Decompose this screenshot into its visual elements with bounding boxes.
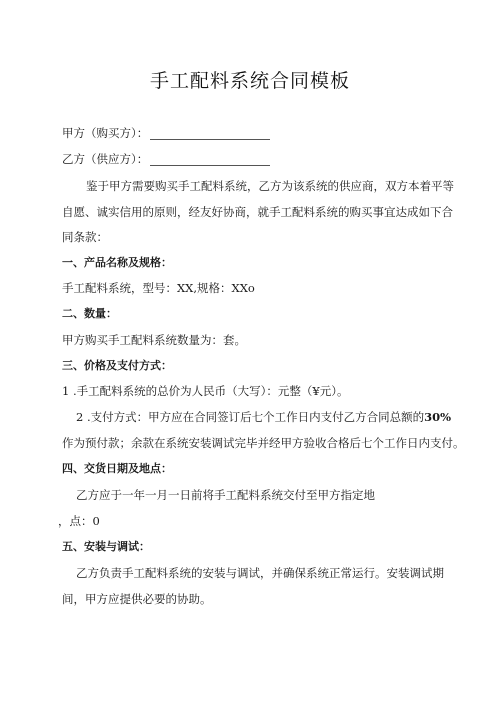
party-a-row	[62, 126, 270, 140]
section-text: 1 .手工配料系统的总价为人民币（大写）：元整（¥元）。	[62, 384, 349, 398]
section-text: ，点：0	[58, 514, 100, 528]
party-a-blank[interactable]	[150, 127, 270, 140]
document-title: 手工配料系统合同模板	[149, 70, 350, 92]
section-heading: 一、产品名称及规格：	[62, 256, 172, 269]
section-text: 乙方应于一年一月一日前将手工配料系统交付至甲方指定地	[76, 488, 375, 502]
section-heading: 五、安装与调试：	[62, 540, 150, 553]
prepayment-percent: 30%	[424, 410, 452, 424]
party-a-label: 甲方（购买方）：	[62, 126, 149, 140]
party-b-label: 乙方（供应方）：	[62, 152, 149, 166]
section-heading: 三、价格及支付方式：	[62, 359, 172, 372]
section-text: 作为预付款；余款在系统安装调试完毕并经甲方验收合格后七个工作日内支付。	[62, 436, 465, 450]
section-text: 乙方负责手工配料系统的安装与调试，并确保系统正常运行。安装调试期	[76, 566, 444, 580]
intro-line: 鉴于甲方需要购买手工配料系统，乙方为该系统的供应商，双方本着平等	[86, 179, 454, 193]
party-b-blank[interactable]	[150, 153, 270, 166]
section-text: 手工配料系统，型号：XX,规格：XXo	[62, 281, 255, 295]
intro-line: 同条款：	[62, 230, 108, 244]
intro-line: 自愿、诚实信用的原则，经友好协商，就手工配料系统的购买事宜达成如下合	[62, 205, 453, 219]
section-text: 间，甲方应提供必要的协助。	[62, 592, 212, 606]
section-heading: 二、数量：	[62, 307, 117, 320]
section-heading: 四、交货日期及地点：	[62, 462, 172, 475]
payment-terms-text: 2 .支付方式：甲方应在合同签订后七个工作日内支付乙方合同总额的	[76, 410, 425, 424]
section-text: 甲方购买手工配料系统数量为：套。	[62, 333, 246, 347]
section-text	[76, 410, 451, 424]
party-b-row	[62, 152, 270, 166]
